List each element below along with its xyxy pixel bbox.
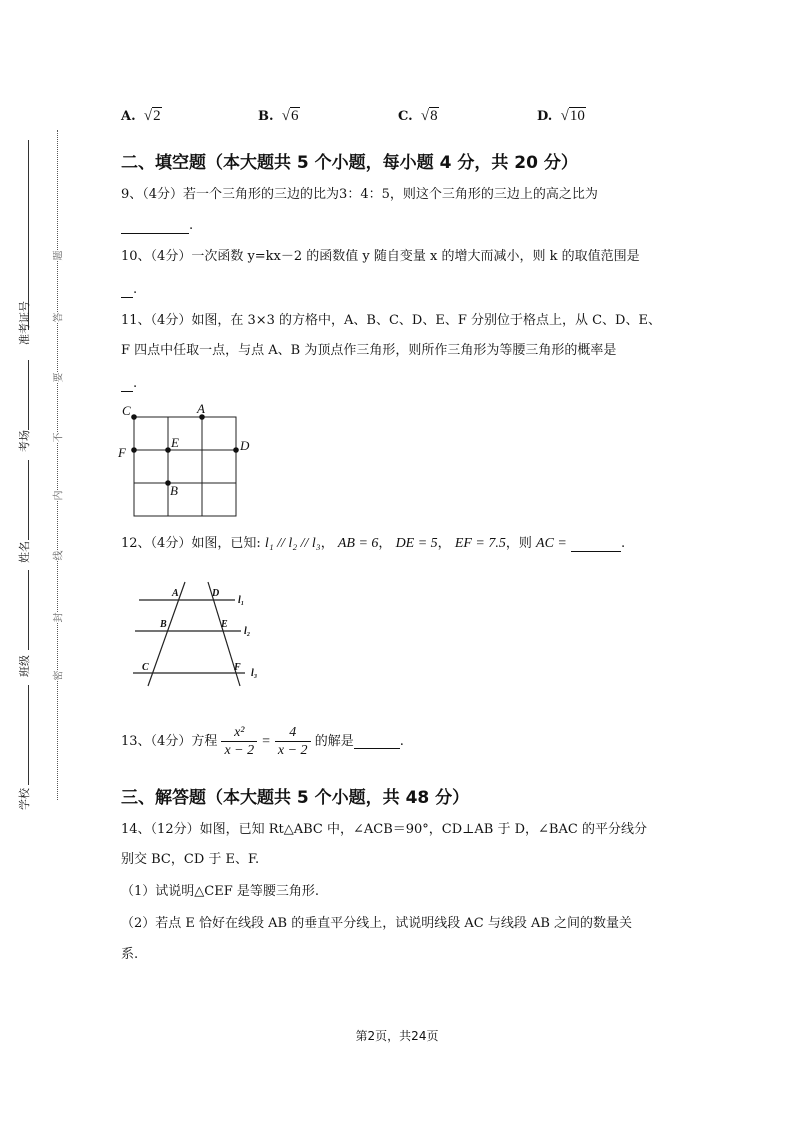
label-a: A bbox=[197, 401, 205, 416]
sidebar-label-name: 姓名 bbox=[18, 541, 31, 563]
answer-blank[interactable] bbox=[121, 219, 189, 234]
section-heading-solutions: 三、解答题（本大题共 5 个小题，共 48 分） bbox=[121, 788, 470, 808]
seal-char: 线 bbox=[50, 551, 65, 561]
seal-char: 要 bbox=[50, 373, 65, 383]
question-10: 10、（4分）一次函数 y=kx－2 的函数值 y 随自变量 x 的增大而减小，则 k 的取值范围是 bbox=[121, 249, 640, 264]
question-14-part1: （1）试说明△CEF 是等腰三角形. bbox=[121, 884, 319, 899]
question-11-answer: . bbox=[121, 376, 137, 392]
question-9-answer: . bbox=[121, 218, 193, 234]
label-l2: l₂ bbox=[244, 626, 251, 637]
fraction-left: $\frac{\text{x²}}{x - 2}$ bbox=[221, 724, 257, 759]
question-11-line2: F 四点中任取一点，与点 A、B 为顶点作三角形，则所作三角形为等腰三角形的概率是 bbox=[121, 343, 617, 358]
question-13: 13、（4分）方程 $\frac{\text{x²}}{x - 2}$ = $\frac{4}{x - 2}$ 的解是 . bbox=[121, 725, 404, 758]
label-c: C bbox=[142, 662, 149, 673]
seal-char: 不 bbox=[50, 433, 65, 443]
question-14-line1: 14、（12分）如图，已知 Rt△ABC 中，∠ACB＝90°，CD⊥AB 于 D，∠BAC 的平分线分 bbox=[121, 822, 647, 837]
sidebar-label-class: 班级 bbox=[18, 655, 31, 677]
question-11-line1: 11、（4分）如图，在 3×3 的方格中，A、B、C、D、E、F 分别位于格点上，从 C、D、E、 bbox=[121, 313, 661, 328]
point-f bbox=[131, 447, 137, 453]
fraction-right: $\frac{4}{x - 2}$ bbox=[275, 724, 311, 759]
answer-blank[interactable] bbox=[571, 537, 621, 552]
point-d bbox=[233, 447, 239, 453]
label-a: A bbox=[172, 588, 179, 599]
question-12: 12、（4分）如图，已知: l₁ // l₂ // l₃， AB = 6， DE = 5， EF = 7.5，则 AC = . bbox=[121, 536, 626, 551]
question-9: 9、（4分）若一个三角形的三边的比为3：4：5，则这个三角形的三边上的高之比为 bbox=[121, 187, 598, 202]
label-b: B bbox=[170, 483, 178, 498]
exam-room-line bbox=[28, 360, 29, 430]
seal-char: 密 bbox=[50, 671, 65, 681]
page-footer: 第2页，共24页 bbox=[355, 1029, 439, 1043]
class-line bbox=[28, 570, 29, 650]
label-d: D bbox=[240, 438, 250, 453]
parallel-lines-figure bbox=[125, 578, 275, 690]
label-f: F bbox=[118, 445, 126, 460]
point-c bbox=[131, 414, 137, 420]
label-f: F bbox=[234, 662, 241, 673]
seal-char: 答 bbox=[50, 313, 65, 323]
seal-char: 封 bbox=[50, 613, 65, 623]
option-c: C. √8 bbox=[398, 108, 438, 124]
binding-margin bbox=[0, 130, 80, 810]
seal-char: 题 bbox=[50, 251, 65, 261]
label-d: D bbox=[212, 588, 220, 599]
sidebar-label-room: 考场 bbox=[18, 430, 31, 452]
grid-figure bbox=[112, 400, 262, 525]
question-14-line2: 别交 BC，CD 于 E、F. bbox=[121, 852, 260, 867]
label-b: B bbox=[160, 619, 167, 630]
option-d: D. √10 bbox=[537, 108, 585, 124]
option-b: B. √6 bbox=[258, 108, 299, 124]
sidebar-label-school: 学校 bbox=[18, 788, 31, 810]
seal-char: 内 bbox=[50, 491, 65, 501]
question-14-part2b: 系. bbox=[121, 947, 139, 962]
option-a: A. √2 bbox=[121, 108, 161, 124]
seal-dotted-line bbox=[57, 130, 58, 800]
label-l1: l₁ bbox=[238, 595, 245, 606]
answer-blank[interactable] bbox=[354, 734, 400, 749]
answer-blank[interactable] bbox=[121, 377, 133, 392]
sidebar-label-admission: 准考证号 bbox=[18, 301, 31, 345]
answer-blank[interactable] bbox=[121, 283, 133, 298]
school-line bbox=[28, 685, 29, 785]
label-l3: l₃ bbox=[251, 668, 258, 679]
section-heading-fill-in: 二、填空题（本大题共 5 个小题，每小题 4 分，共 20 分） bbox=[121, 153, 578, 173]
label-e: E bbox=[171, 435, 179, 450]
question-14-part2a: （2）若点 E 恰好在线段 AB 的垂直平分线上，试说明线段 AC 与线段 AB 之间的数量关 bbox=[121, 916, 633, 931]
label-c: C bbox=[122, 403, 131, 418]
point-e bbox=[165, 447, 171, 453]
question-10-answer: . bbox=[121, 282, 137, 298]
label-e: E bbox=[221, 619, 228, 630]
name-line bbox=[28, 460, 29, 540]
